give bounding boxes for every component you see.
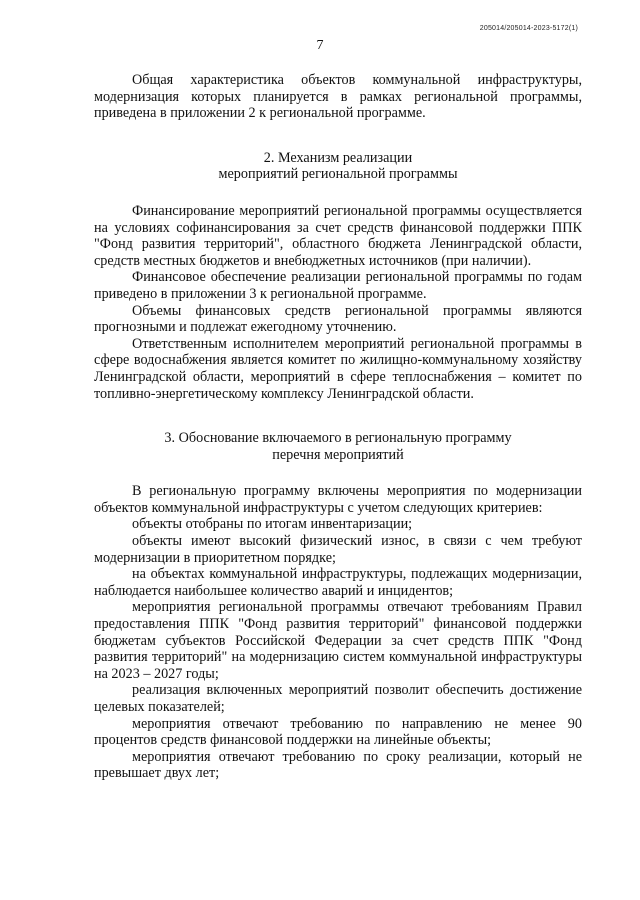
section-2-paragraph: Ответственным исполнителем мероприятий региональной программы в сфере водоснабжения является комитет по жилищно-коммунальному хозяйству Ленинградской области, мероприятий в сфере теплоснабжения – комитет по топливно-энергетическому комплексу Ленинградской области. xyxy=(94,335,582,402)
section-2-title-line-2: мероприятий региональной программы xyxy=(218,166,458,183)
section-3-paragraph: В региональную программу включены мероприятия по модернизации объектов коммунальной инфраструктуры с учетом следующих критериев: xyxy=(94,483,582,516)
intro-paragraph: Общая характеристика объектов коммунальной инфраструктуры, модернизация которых планируется в рамках региональной программы, приведена в приложении 2 к региональной программе. xyxy=(94,72,582,122)
page-number: 7 xyxy=(316,38,324,53)
document-number: 205014/205014-2023-5172(1) xyxy=(479,25,578,32)
criteria-item: объекты имеют высокий физический износ, в связи с чем требуют модернизации в приоритетном порядке; xyxy=(94,533,582,566)
criteria-item: мероприятия региональной программы отвечают требованиям Правил предоставления ППК "Фонд развития территорий" финансовой поддержки бюджетам субъектов Российской Федерации за счет средств ППК "Фонд развития территорий" на модернизацию систем коммунальной инфраструктуры на 2023 – 2027 годы; xyxy=(94,599,582,682)
section-2-paragraph: Финансирование мероприятий региональной программы осуществляется на условиях софинансирования за счет средств финансовой поддержки ППК "Фонд развития территорий", областного бюджета Ленинградской области, средств местных бюджетов и внебюджетных источников (при наличии). xyxy=(94,202,582,269)
spacer xyxy=(94,122,582,150)
section-2-title-line-1: 2. Механизм реализации xyxy=(263,149,413,166)
section-2-paragraph: Объемы финансовых средств региональной программы являются прогнозными и подлежат ежегодному уточнению. xyxy=(94,302,582,336)
criteria-item: на объектах коммунальной инфраструктуры, подлежащих модернизации, наблюдается наибольшее количество аварий и инцидентов; xyxy=(94,566,582,599)
spacer xyxy=(94,402,582,430)
spacer xyxy=(94,183,582,203)
criteria-item: мероприятия отвечают требованию по сроку реализации, который не превышает двух лет; xyxy=(94,748,582,782)
criteria-item: реализация включенных мероприятий позволит обеспечить достижение целевых показателей; xyxy=(94,682,582,715)
document-body xyxy=(94,72,582,782)
criteria-item: мероприятия отвечают требованию по направлению не менее 90 процентов средств финансовой поддержки на линейные объекты; xyxy=(94,715,582,749)
section-3-title-line-2: перечня мероприятий xyxy=(272,446,404,463)
criteria-item: объекты отобраны по итогам инвентаризации; xyxy=(132,516,413,533)
section-2-paragraph: Финансовое обеспечение реализации региональной программы по годам приведено в приложении 3 к региональной программе. xyxy=(94,269,582,302)
spacer xyxy=(94,463,582,483)
section-3-title-line-1: 3. Обоснование включаемого в региональную программу xyxy=(164,430,512,447)
